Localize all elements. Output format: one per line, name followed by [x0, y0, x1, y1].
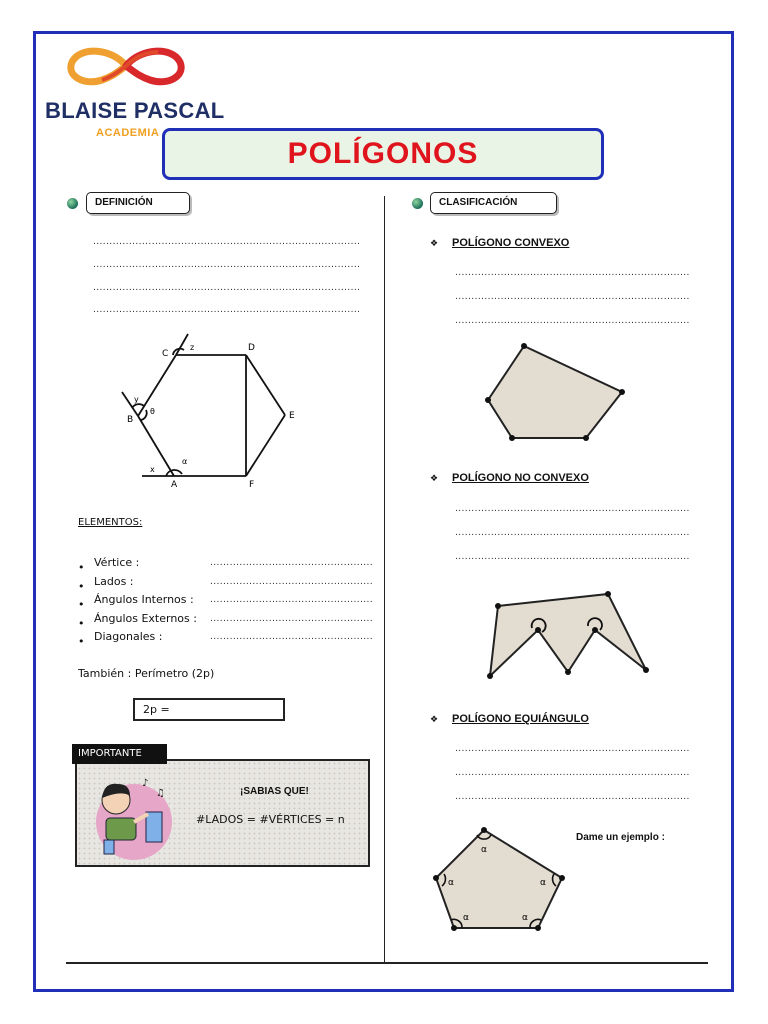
element-label: Diagonales : — [94, 630, 163, 643]
list-item — [78, 593, 374, 612]
definition-line[interactable]: .................................................................................. — [93, 237, 361, 247]
perimeter-note: También : Perímetro (2p) — [78, 667, 215, 680]
page-title: POLÍGONOS — [287, 137, 479, 170]
equiangulo-line[interactable]: ........................................................................ — [455, 744, 690, 754]
convexo-line[interactable]: ........................................................................ — [455, 292, 690, 302]
bullet: • — [78, 598, 85, 611]
student-illustration — [86, 772, 182, 860]
bullet: • — [78, 616, 85, 630]
element-label: Ángulos Internos : — [94, 593, 194, 606]
no-convexo-title: POLÍGONO NO CONVEXO — [452, 472, 589, 484]
svg-text:♪: ♪ — [142, 778, 149, 789]
perimeter-field[interactable] — [133, 698, 285, 721]
hexagon-figure — [110, 326, 310, 491]
label-theta: θ — [150, 407, 155, 416]
svg-text:♫: ♫ — [156, 788, 165, 799]
arc-y — [132, 404, 144, 408]
globe-icon — [67, 198, 78, 209]
extension-c — [176, 334, 188, 355]
angle-alpha-right: α — [540, 878, 546, 888]
label-a: A — [171, 480, 178, 490]
side-ab — [138, 416, 174, 476]
equiangulo-line[interactable]: ........................................................................ — [455, 768, 690, 778]
elements-list — [78, 556, 374, 649]
convexo-line[interactable]: ........................................................................ — [455, 268, 690, 278]
no-convexo-line[interactable]: ........................................................................ — [455, 528, 690, 538]
perimeter-label: 2p = — [143, 703, 170, 716]
angle-alpha-bottom-right: α — [522, 913, 528, 923]
diamond-bullet-icon: ❖ — [430, 715, 439, 725]
section-definicion: DEFINICIÓN — [86, 192, 190, 214]
list-item — [78, 556, 374, 575]
importante-tag: IMPORTANTE — [72, 744, 167, 764]
equiangulo-line[interactable]: ........................................................................ — [455, 792, 690, 802]
list-item — [78, 630, 374, 649]
no-convexo-line[interactable]: ........................................................................ — [455, 552, 690, 562]
globe-icon — [412, 198, 423, 209]
brand-name: BLAISE PASCAL — [45, 98, 225, 123]
angle-alpha-left: α — [448, 878, 454, 888]
side-de — [246, 355, 285, 415]
label-f: F — [249, 480, 255, 490]
concave-polygon — [480, 588, 655, 683]
element-blank[interactable]: .................................................. — [210, 558, 374, 568]
convex-polygon — [480, 340, 630, 445]
element-label: Vértice : — [94, 556, 140, 569]
list-item — [78, 611, 374, 631]
bullet: • — [78, 579, 85, 593]
formula-text: #LADOS = #VÉRTICES = n — [196, 813, 345, 826]
diamond-bullet-icon: ❖ — [430, 474, 439, 484]
element-blank[interactable]: .................................................. — [210, 632, 374, 642]
label-alpha: α — [182, 457, 188, 466]
element-label: Lados : — [94, 574, 134, 588]
elements-title: ELEMENTOS: — [78, 517, 143, 528]
equiangulo-title: POLÍGONO EQUIÁNGULO — [452, 713, 589, 725]
element-blank[interactable]: .................................................. — [210, 613, 374, 624]
footer-rule — [66, 962, 708, 964]
element-blank[interactable]: .................................................. — [210, 595, 374, 605]
label-y: y — [134, 395, 139, 404]
equiangular-pentagon — [426, 820, 576, 938]
side-bc — [138, 355, 176, 416]
label-x: x — [150, 465, 155, 474]
label-d: D — [248, 343, 255, 353]
brand-subtitle: ACADEMIA — [96, 127, 160, 139]
element-label: Ángulos Externos : — [94, 611, 197, 625]
diamond-bullet-icon: ❖ — [430, 239, 439, 249]
dame-un-ejemplo: Dame un ejemplo : — [576, 832, 665, 843]
element-blank[interactable]: .................................................. — [210, 576, 374, 587]
label-b: B — [127, 415, 134, 425]
convexo-title: POLÍGONO CONVEXO — [452, 237, 570, 249]
bullet: • — [78, 561, 85, 574]
definition-line[interactable]: .................................................................................. — [93, 283, 361, 293]
label-c: C — [162, 349, 169, 359]
definition-line[interactable]: .................................................................................. — [93, 305, 361, 315]
label-z: z — [190, 343, 195, 352]
list-item — [78, 574, 374, 594]
sabias-heading: ¡SABIAS QUE! — [240, 786, 309, 797]
bullet: • — [78, 635, 85, 648]
infinity-logo — [62, 40, 190, 92]
definition-line[interactable]: .................................................................................. — [93, 260, 361, 270]
convexo-line[interactable]: ........................................................................ — [455, 316, 690, 326]
side-ef — [246, 415, 285, 476]
label-e: E — [289, 411, 295, 421]
no-convexo-line[interactable]: ........................................................................ — [455, 504, 690, 514]
section-clasificacion: CLASIFICACIÓN — [430, 192, 557, 214]
angle-alpha-bottom-left: α — [463, 913, 469, 923]
angle-alpha-top: α — [481, 845, 487, 855]
title-banner — [162, 128, 604, 180]
column-divider — [384, 196, 385, 964]
